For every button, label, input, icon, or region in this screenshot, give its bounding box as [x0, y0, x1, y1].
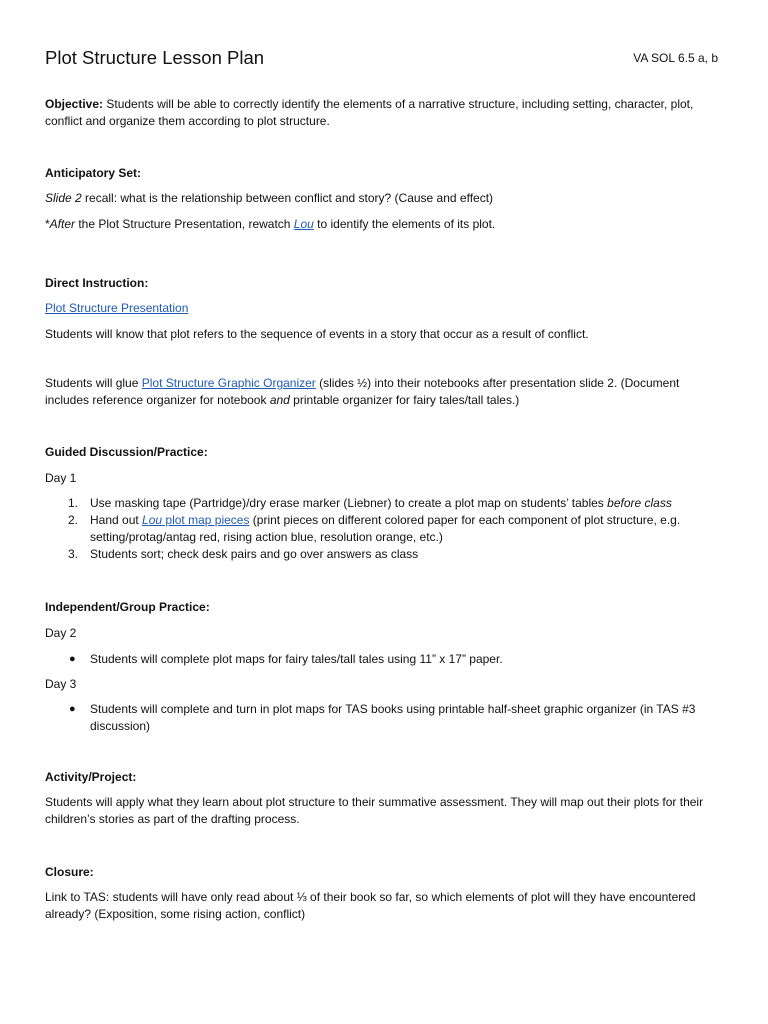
bullet-icon: ● — [69, 653, 76, 665]
direct-paragraph-2-pre: Students will glue — [45, 376, 142, 390]
day-3-label: Day 3 — [45, 677, 77, 691]
closure-heading: Closure: — [45, 865, 94, 879]
anticipatory-line-2-post: to identify the elements of its plot. — [313, 217, 496, 231]
list-item-text: Use masking tape (Partridge)/dry erase marker (Liebner) to create a plot map on students’ tables — [90, 496, 608, 510]
presentation-link-row — [45, 300, 725, 317]
day-3-list — [45, 701, 725, 735]
anticipatory-line-2 — [45, 216, 725, 233]
plot-structure-presentation-link[interactable]: Plot Structure Presentation — [45, 301, 189, 315]
document-header — [45, 47, 718, 73]
anticipatory-line-1-text: recall: what is the relationship between conflict and story? (Cause and effect) — [81, 191, 494, 205]
list-number: 2. — [68, 513, 79, 527]
list-item-pre: Hand out — [90, 513, 143, 527]
activity-heading: Activity/Project: — [45, 770, 137, 784]
objective-paragraph — [45, 96, 725, 130]
guided-list — [45, 495, 725, 563]
list-item-text: Students will complete plot maps for fairy tales/tall tales using 11” x 17” paper. — [90, 652, 503, 666]
direct-paragraph-2-mid: (slides ½) into their notebooks after presentation slide 2. (Document includes reference organizer for notebook — [45, 376, 680, 407]
list-number: 3. — [68, 547, 79, 561]
asterisk: * — [45, 217, 50, 231]
lou-plot-map-pieces-link[interactable] — [142, 513, 249, 527]
lou-link-italic: Lou — [142, 513, 163, 527]
guided-heading: Guided Discussion/Practice: — [45, 445, 208, 459]
guided-day-label: Day 1 — [45, 471, 77, 485]
list-item-text: Students sort; check desk pairs and go over answers as class — [90, 547, 419, 561]
list-item — [45, 512, 725, 546]
slide-ref: Slide 2 — [45, 191, 82, 205]
anticipatory-line-2-pre: the Plot Structure Presentation, rewatch — [75, 217, 294, 231]
lou-link[interactable]: Lou — [293, 217, 314, 231]
list-item — [45, 651, 725, 668]
anticipatory-line-1 — [45, 190, 725, 207]
independent-heading: Independent/Group Practice: — [45, 600, 210, 614]
objective-text: Students will be able to correctly identify the elements of a narrative structure, including setting, character, plot, conflict and organize them according to plot structure. — [45, 97, 694, 128]
sol-standard: VA SOL 6.5 a, b — [633, 51, 718, 65]
list-item — [45, 701, 725, 735]
and-emphasis: and — [269, 393, 290, 407]
graphic-organizer-link[interactable]: Plot Structure Graphic Organizer — [141, 376, 316, 390]
bullet-icon: ● — [69, 703, 76, 715]
closure-paragraph: Link to TAS: students will have only read about ⅓ of their book so far, so which elements of plot will they have encountered already? (Exposition, some rising action, conflict) — [45, 890, 696, 921]
list-item — [45, 546, 725, 563]
list-number: 1. — [68, 496, 79, 510]
after-emphasis: After — [49, 217, 76, 231]
plot-map-pieces-text: plot map pieces — [162, 513, 250, 527]
objective-label: Objective: — [45, 97, 104, 111]
list-item — [45, 495, 725, 512]
list-item-text: Students will complete and turn in plot maps for TAS books using printable half-sheet graphic organizer (in TAS #3 discussion) — [90, 702, 696, 733]
direct-paragraph-2 — [45, 375, 725, 409]
day-2-list — [45, 651, 725, 668]
list-item-post: (print pieces on different colored paper for each component of plot structure, e.g. setting/protag/antag red, rising action blue, resolution orange, etc.) — [90, 513, 681, 544]
direct-paragraph-2-post: printable organizer for fairy tales/tall tales.) — [289, 393, 520, 407]
list-item-emphasis: before class — [607, 496, 672, 510]
anticipatory-heading: Anticipatory Set: — [45, 166, 142, 180]
objective-section — [45, 96, 725, 130]
activity-paragraph: Students will apply what they learn about plot structure to their summative assessment. They will map out their plots for their children’s stories as part of the drafting process. — [45, 795, 704, 826]
direct-paragraph-1: Students will know that plot refers to the sequence of events in a story that occur as a result of conflict. — [45, 327, 589, 341]
day-2-label: Day 2 — [45, 626, 77, 640]
page-title: Plot Structure Lesson Plan — [45, 47, 265, 68]
direct-instruction-heading: Direct Instruction: — [45, 276, 149, 290]
